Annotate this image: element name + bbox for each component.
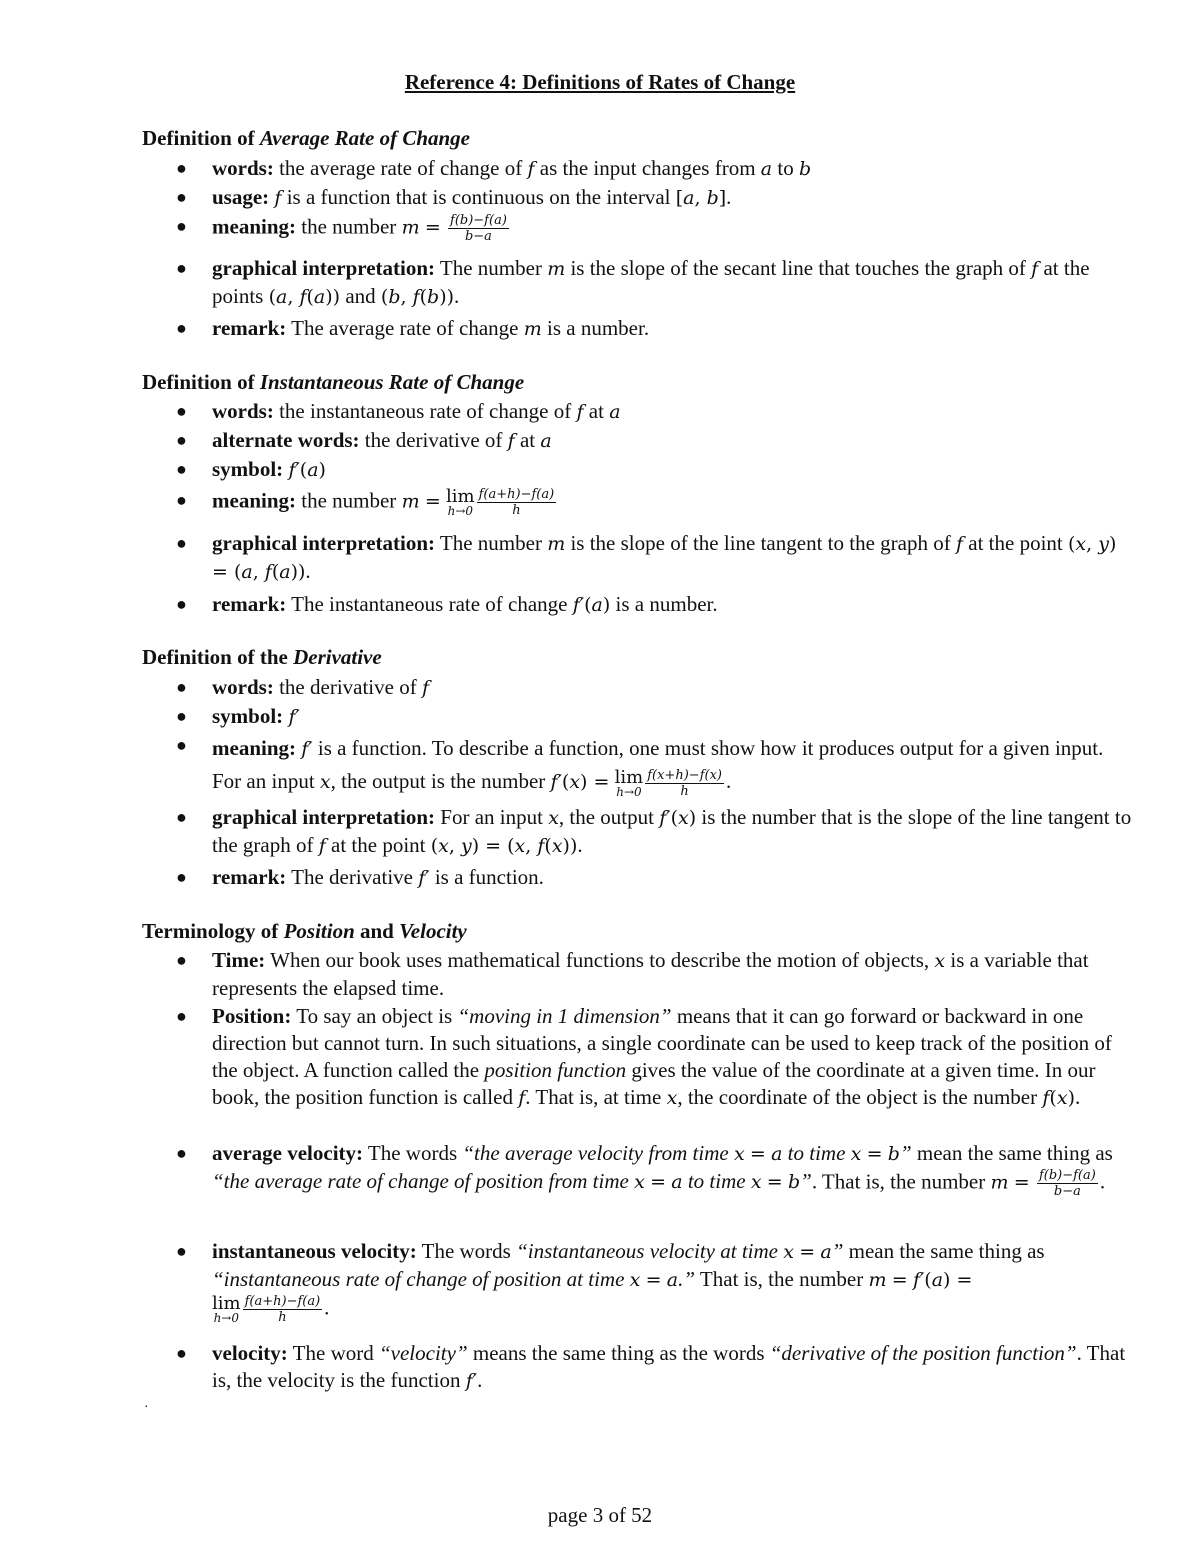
item-label: graphical interpretation:: [212, 256, 436, 280]
bullet-icon: ●: [176, 867, 187, 887]
list-item: ● words: the instantaneous rate of change of f at a: [176, 399, 621, 423]
list-item: ● words: the derivative of f: [176, 675, 429, 699]
list-item: ● graphical interpretation: For an input x, the output f′(x) is the number that is the slope of the line tangent to the graph of f at the point (x, y) = (x, f(x)).: [176, 805, 1132, 857]
bullet-icon: ●: [176, 401, 187, 421]
bullet-icon: ●: [176, 430, 187, 450]
item-label: meaning:: [212, 736, 296, 760]
item-label: alternate words:: [212, 428, 360, 452]
item-label: graphical interpretation:: [212, 531, 436, 555]
list-item: ● instantaneous velocity: The words “instantaneous velocity at time x = a” mean the same thing as “instantaneous rate of change of position at time x = a.” That is, the number m = f′(a) = lim h→0 $\frac{f(a+h)-f(a)}{h}$ .: [176, 1239, 1045, 1325]
list-item: ● meaning: f′ is a function. To describe a function, one must show how it produces output for a given input. For an input x, the output is the number f′(x) = lim h→0 $\frac{f(x+h)-f(x)}{h}$ .: [212, 732, 1132, 799]
list-item: ● remark: The instantaneous rate of change f′(a) is a number.: [176, 592, 718, 616]
item-label: remark:: [212, 592, 287, 616]
bullet-icon: ●: [176, 677, 187, 697]
list-item: ● average velocity: The words “the average velocity from time x = a to time x = b” mean the same thing as “the average rate of change of position from time x = a to time x = b”. That is, the number m = $\frac{f(b)-f(a)}{b-a}$ .: [176, 1141, 1113, 1199]
bullet-icon: ●: [176, 950, 187, 970]
list-item: ● graphical interpretation: The number m is the slope of the secant line that touches the graph of f at the points (a, f(a)) and (b, f(b)).: [176, 256, 1090, 308]
item-label: words:: [212, 156, 274, 180]
section-heading-instantaneous-rate: Definition of Instantaneous Rate of Change: [142, 370, 525, 394]
list-item: ● Position: To say an object is “moving in 1 dimension” means that it can go forward or backward in one direction but cannot turn. In such situations, a single coordinate can be used to keep track of the position of the object. A function called the position function gives the value of the coordinate at a given time. In our book, the position function is called f. That is, at time x, the coordinate of the object is the number f(x).: [176, 1004, 1112, 1109]
item-label: Position:: [212, 1004, 292, 1028]
bullet-icon: ●: [176, 1241, 187, 1261]
page-title: Reference 4: Definitions of Rates of Change: [404, 70, 796, 94]
list-item: ● words: the average rate of change of f as the input changes from a to b: [176, 156, 812, 180]
item-label: words:: [212, 675, 274, 699]
bullet-icon: ●: [176, 187, 187, 207]
bullet-icon: ●: [176, 735, 187, 755]
bullet-icon: ●: [176, 459, 187, 479]
item-label: symbol:: [212, 457, 284, 481]
limit: lim h→0: [212, 1293, 241, 1325]
list-item: ● remark: The average rate of change m is a number.: [176, 316, 650, 340]
bullet-icon: ●: [176, 1006, 187, 1026]
item-label: usage:: [212, 185, 270, 209]
page-number: page 3 of 52: [547, 1503, 653, 1527]
section-heading-position-velocity: Terminology of Position and Velocity: [142, 919, 467, 943]
fraction: $\frac{f(x+h)-f(x)}{h}$: [647, 767, 722, 799]
list-item: ● graphical interpretation: The number m is the slope of the line tangent to the graph of f at the point (x, y) = (a, f(a)).: [176, 531, 1117, 583]
list-item: ● symbol: f′(a): [176, 457, 326, 481]
item-label: graphical interpretation:: [212, 805, 436, 829]
stray-mark: ·: [144, 1400, 149, 1415]
limit: lim h→0: [446, 486, 475, 518]
bullet-icon: ●: [176, 594, 187, 614]
fraction: $\frac{f(a+h)-f(a)}{h}$: [244, 1294, 321, 1325]
item-label: remark:: [212, 316, 287, 340]
list-item: ● Time: When our book uses mathematical functions to describe the motion of objects, x is a variable that represents the elapsed time.: [176, 948, 1089, 1000]
list-item: ● usage: f is a function that is continuous on the interval [a, b].: [176, 185, 732, 209]
bullet-icon: ●: [176, 318, 187, 338]
item-label: symbol:: [212, 704, 284, 728]
fraction: $\frac{f(b)-f(a)}{b-a}$: [450, 213, 507, 244]
bullet-icon: ●: [176, 1143, 187, 1163]
item-label: average velocity:: [212, 1141, 364, 1165]
item-label: meaning:: [212, 488, 296, 513]
bullet-icon: ●: [176, 706, 187, 726]
list-item: ● velocity: The word “velocity” means the same thing as the words “derivative of the position function”. That is, the velocity is the function f′.: [176, 1341, 1126, 1392]
fraction: $\frac{f(a+h)-f(a)}{h}$: [478, 487, 555, 518]
fraction: $\frac{f(b)-f(a)}{b-a}$: [1038, 1168, 1096, 1199]
bullet-icon: ●: [176, 158, 187, 178]
section-heading-average-rate: Definition of Average Rate of Change: [142, 126, 471, 150]
item-label: Time:: [212, 948, 266, 972]
list-item: ● remark: The derivative f′ is a function.: [176, 865, 544, 889]
limit: lim h→0: [614, 766, 644, 799]
bullet-icon: ●: [176, 490, 187, 510]
list-item: ● alternate words: the derivative of f at a: [176, 428, 552, 452]
bullet-icon: ●: [176, 216, 187, 236]
item-label: meaning:: [212, 214, 296, 239]
bullet-icon: ●: [176, 258, 187, 278]
list-item: ● meaning: the number m = lim h→0 $\frac{f(a+h)-f(a)}{h}$: [176, 486, 555, 518]
list-item: ● symbol: f′: [176, 704, 300, 728]
item-label: remark:: [212, 865, 287, 889]
bullet-icon: ●: [176, 533, 187, 553]
item-label: velocity:: [212, 1341, 288, 1365]
bullet-icon: ●: [176, 1343, 187, 1363]
item-label: words:: [212, 399, 274, 423]
item-label: instantaneous velocity:: [212, 1239, 417, 1263]
section-heading-derivative: Definition of the Derivative: [142, 645, 382, 669]
bullet-icon: ●: [176, 807, 187, 827]
list-item: ● meaning: the number m = $\frac{f(b)-f(a)}{b-a}$: [176, 213, 507, 244]
